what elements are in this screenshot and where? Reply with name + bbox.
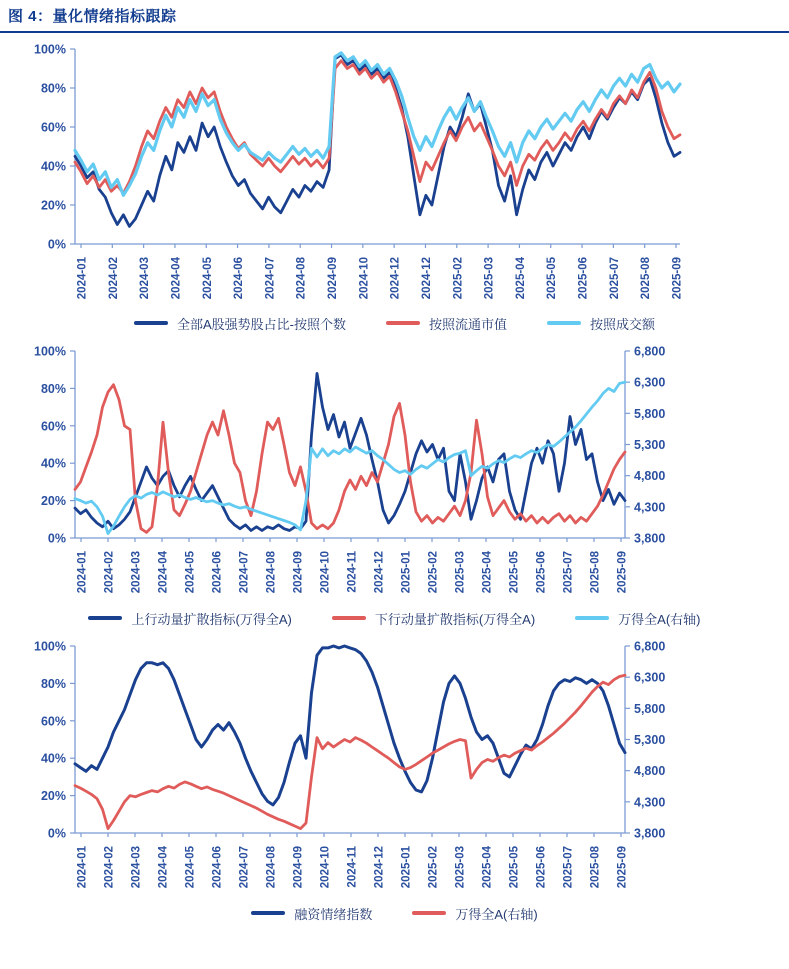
right-tick-label: 6,300 (634, 375, 666, 390)
x-tick-label: 2024-06 (211, 551, 224, 594)
x-tick-label: 2024-06 (211, 846, 224, 889)
right-tick-label: 5,300 (634, 438, 666, 452)
x-tick-label: 2024-03 (139, 257, 152, 300)
legend-label: 按照成交额 (590, 316, 656, 332)
right-tick-label: 4,300 (634, 500, 666, 515)
x-tick-label: 2024-02 (103, 846, 116, 889)
left-tick-label: 100% (34, 639, 66, 654)
x-tick-label: 2024-09 (327, 257, 340, 300)
figure-title: 图 4：量化情绪指标跟踪 (8, 8, 177, 25)
legend-label: 万得全A(右轴) (618, 611, 701, 627)
x-tick-label: 2025-09 (616, 551, 629, 594)
left-tick-label: 60% (40, 714, 66, 729)
x-tick-label: 2025-05 (546, 257, 559, 300)
x-tick-label: 2025-04 (514, 257, 527, 300)
x-tick-label: 2025-08 (589, 846, 602, 889)
x-tick-label: 2025-05 (508, 846, 521, 889)
series-line-2 (75, 675, 625, 828)
right-tick-label: 5,800 (634, 406, 666, 421)
right-tick-label: 6,800 (634, 639, 666, 654)
x-tick-label: 2025-03 (483, 256, 496, 300)
x-tick-label: 2024-09 (292, 846, 305, 889)
x-tick-label: 2025-06 (535, 551, 548, 594)
x-tick-label: 2024-08 (265, 846, 278, 889)
x-tick-label: 2024-10 (319, 846, 332, 889)
x-tick-label: 2024-11 (346, 551, 359, 593)
left-tick-label: 0% (47, 531, 66, 546)
x-tick-label: 2024-04 (157, 846, 170, 889)
left-tick-label: 60% (40, 419, 66, 434)
x-tick-label: 2025-06 (577, 257, 590, 300)
x-tick-label: 2025-09 (671, 257, 684, 300)
financing-sentiment-legend (0, 903, 789, 923)
series-line-1 (75, 55, 680, 227)
x-tick-label: 2024-01 (76, 257, 89, 300)
legend-item (386, 314, 507, 333)
left-tick-label: 20% (40, 198, 66, 213)
legend-item (575, 609, 700, 628)
series-line-1 (75, 646, 625, 805)
strong-stock-ratio-chart-section (0, 39, 789, 333)
series-line-2 (75, 61, 680, 194)
right-tick-label: 6,800 (634, 344, 666, 359)
x-tick-label: 2024-07 (238, 846, 251, 889)
left-tick-label: 80% (40, 676, 66, 691)
x-tick-label: 2024-09 (292, 551, 305, 594)
x-tick-label: 2024-01 (76, 846, 89, 889)
legend-item (88, 609, 291, 628)
x-tick-label: 2025-07 (608, 257, 621, 300)
legend-item (332, 609, 535, 628)
left-tick-label: 40% (40, 751, 66, 766)
strong-stock-ratio-chart (0, 39, 700, 311)
legend-swatch-icon (332, 616, 366, 620)
x-tick-label: 2024-12 (373, 551, 386, 594)
legend-label: 按照流通市值 (428, 316, 507, 332)
x-tick-label: 2024-03 (130, 846, 143, 889)
axes (34, 345, 665, 594)
legend-swatch-icon (412, 911, 446, 915)
right-tick-label: 3,800 (634, 826, 666, 841)
legend-item (412, 904, 537, 923)
x-tick-label: 2025-01 (400, 551, 413, 594)
x-tick-label: 2024-10 (358, 257, 371, 300)
left-tick-label: 60% (40, 120, 66, 135)
x-tick-label: 2025-01 (400, 846, 413, 889)
left-tick-label: 20% (40, 789, 66, 804)
x-tick-label: 2025-06 (535, 846, 548, 889)
title-underline (0, 31, 789, 33)
x-tick-label: 2024-08 (295, 257, 308, 300)
legend-label: 上行动量扩散指标(万得全A) (131, 611, 292, 627)
axes (34, 43, 683, 300)
right-tick-label: 5,300 (634, 733, 666, 747)
legend-item (547, 314, 655, 333)
legend-item (251, 904, 372, 923)
left-tick-label: 100% (34, 42, 66, 57)
legend-label: 万得全A(右轴) (455, 906, 538, 922)
x-tick-label: 2025-07 (562, 551, 575, 594)
x-tick-label: 2024-02 (103, 551, 116, 594)
x-tick-label: 2025-03 (454, 551, 467, 594)
x-tick-label: 2024-10 (319, 551, 332, 594)
x-tick-label: 2025-04 (481, 551, 494, 594)
x-tick-label: 2024-05 (184, 846, 197, 889)
financing-sentiment-chart-section (0, 634, 789, 923)
x-tick-label: 2025-05 (508, 551, 521, 594)
right-tick-label: 4,800 (634, 469, 666, 484)
left-tick-label: 100% (34, 344, 66, 359)
left-tick-label: 0% (47, 237, 66, 252)
x-tick-label: 2025-07 (562, 846, 575, 889)
x-tick-label: 2025-08 (640, 257, 653, 300)
legend-swatch-icon (547, 321, 581, 325)
x-tick-label: 2024-08 (265, 551, 278, 594)
right-tick-label: 4,300 (634, 795, 666, 810)
left-tick-label: 0% (47, 826, 66, 841)
x-tick-label: 2024-12 (420, 257, 433, 300)
x-tick-label: 2024-05 (184, 551, 197, 594)
x-tick-label: 2025-08 (589, 551, 602, 594)
legend-swatch-icon (134, 321, 168, 325)
figure-header (0, 7, 789, 27)
legend-label: 下行动量扩散指标(万得全A) (374, 611, 536, 627)
x-tick-label: 2024-02 (107, 257, 120, 300)
x-tick-label: 2024-06 (233, 257, 246, 300)
right-tick-label: 4,800 (634, 764, 666, 779)
x-tick-label: 2024-03 (130, 551, 143, 594)
x-tick-label: 2025-04 (481, 846, 494, 889)
legend-item (134, 314, 346, 333)
x-tick-label: 2024-01 (76, 551, 89, 594)
x-tick-label: 2024-12 (373, 846, 386, 889)
legend-swatch-icon (251, 911, 285, 915)
x-tick-label: 2024-07 (264, 257, 277, 300)
left-tick-label: 40% (40, 159, 66, 174)
x-tick-label: 2025-09 (616, 846, 629, 889)
left-tick-label: 20% (40, 494, 66, 509)
legend-label: 融资情绪指数 (294, 906, 373, 922)
right-tick-label: 5,800 (634, 701, 666, 716)
axes (34, 640, 665, 889)
right-tick-label: 6,300 (634, 670, 666, 685)
x-tick-label: 2025-02 (427, 551, 440, 594)
left-tick-label: 80% (40, 381, 66, 396)
left-tick-label: 40% (40, 456, 66, 471)
x-tick-label: 2025-02 (427, 846, 440, 889)
legend-swatch-icon (88, 616, 122, 620)
legend-swatch-icon (386, 321, 420, 325)
right-tick-label: 3,800 (634, 531, 666, 546)
x-tick-label: 2025-02 (452, 257, 465, 300)
strong-stock-ratio-legend (0, 313, 789, 333)
legend-swatch-icon (575, 616, 609, 620)
x-tick-label: 2025-03 (454, 846, 467, 889)
financing-sentiment-chart (0, 634, 700, 901)
x-tick-label: 2024-12 (389, 257, 402, 300)
x-tick-label: 2024-04 (157, 551, 170, 594)
x-tick-label: 2024-04 (170, 257, 183, 300)
momentum-diffusion-chart-section (0, 339, 789, 628)
momentum-diffusion-legend (0, 608, 789, 628)
legend-label: 全部A股强势股占比-按照个数 (176, 316, 346, 332)
x-tick-label: 2024-05 (201, 257, 214, 300)
momentum-diffusion-chart (0, 339, 700, 606)
series-lines (75, 53, 680, 227)
left-tick-label: 80% (40, 81, 66, 96)
x-tick-label: 2024-11 (346, 846, 359, 888)
series-lines (75, 646, 625, 829)
series-lines (75, 373, 625, 533)
x-tick-label: 2024-07 (238, 551, 251, 594)
